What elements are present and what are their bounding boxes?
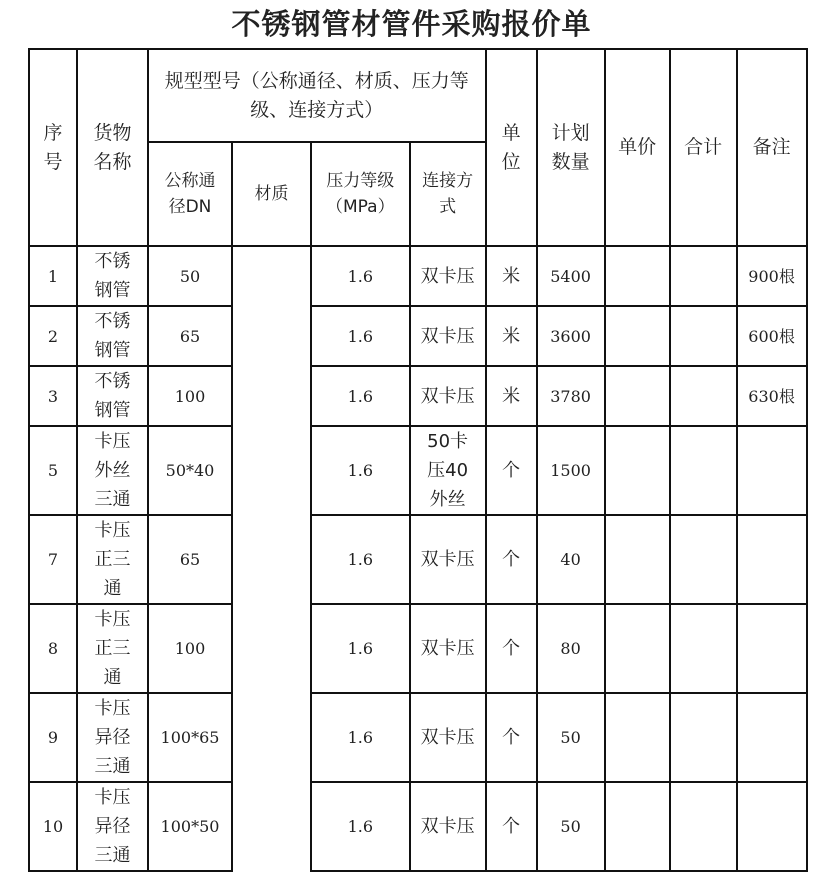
- cell-qty: 3600: [537, 306, 605, 366]
- cell-note: [737, 604, 807, 693]
- cell-connection: 双卡压: [410, 515, 486, 604]
- cell-qty: 80: [537, 604, 605, 693]
- cell-note: 900根: [737, 246, 807, 306]
- cell-unit: 米: [486, 306, 537, 366]
- cell-total: [670, 306, 737, 366]
- table-row: [29, 782, 807, 871]
- cell-price: [605, 306, 670, 366]
- cell-name: 卡压异径三通: [77, 782, 148, 871]
- cell-unit: 个: [486, 426, 537, 515]
- cell-seq: 2: [29, 306, 77, 366]
- cell-connection: 双卡压: [410, 366, 486, 426]
- header-unit: 单位: [486, 49, 537, 246]
- cell-seq: 3: [29, 366, 77, 426]
- header-name: 货物名称: [77, 49, 148, 246]
- cell-name: 卡压正三通: [77, 515, 148, 604]
- cell-connection: 双卡压: [410, 246, 486, 306]
- cell-pressure: 1.6: [311, 366, 410, 426]
- cell-qty: 1500: [537, 426, 605, 515]
- cell-price: [605, 604, 670, 693]
- cell-seq: 9: [29, 693, 77, 782]
- cell-dn: 50: [148, 246, 232, 306]
- cell-seq: 10: [29, 782, 77, 871]
- header-material: 材质: [232, 142, 311, 246]
- cell-price: [605, 515, 670, 604]
- cell-connection: 双卡压: [410, 306, 486, 366]
- cell-note: [737, 693, 807, 782]
- cell-dn: 65: [148, 515, 232, 604]
- header-price: 单价: [605, 49, 670, 246]
- cell-note: [737, 515, 807, 604]
- cell-total: [670, 604, 737, 693]
- cell-pressure: 1.6: [311, 515, 410, 604]
- cell-connection: 50卡压40外丝: [410, 426, 486, 515]
- cell-name: 卡压正三通: [77, 604, 148, 693]
- cell-price: [605, 782, 670, 871]
- cell-connection: 双卡压: [410, 693, 486, 782]
- cell-unit: 个: [486, 515, 537, 604]
- cell-note: [737, 782, 807, 871]
- cell-unit: 个: [486, 604, 537, 693]
- page-title: 不锈钢管材管件采购报价单: [231, 7, 592, 41]
- header-note: 备注: [737, 49, 807, 246]
- cell-seq: 1: [29, 246, 77, 306]
- cell-unit: 个: [486, 782, 537, 871]
- cell-note: 630根: [737, 366, 807, 426]
- cell-pressure: 1.6: [311, 306, 410, 366]
- table-row: [29, 366, 807, 426]
- cell-qty: 50: [537, 693, 605, 782]
- cell-price: [605, 426, 670, 515]
- cell-total: [670, 426, 737, 515]
- table-row: [29, 306, 807, 366]
- cell-dn: 100*65: [148, 693, 232, 782]
- cell-dn: 100*50: [148, 782, 232, 871]
- header-qty: 计划数量: [537, 49, 605, 246]
- table-row: [29, 426, 807, 515]
- cell-seq: 5: [29, 426, 77, 515]
- cell-total: [670, 693, 737, 782]
- cell-connection: 双卡压: [410, 604, 486, 693]
- cell-connection: 双卡压: [410, 782, 486, 871]
- cell-price: [605, 693, 670, 782]
- cell-qty: 50: [537, 782, 605, 871]
- cell-price: [605, 366, 670, 426]
- cell-total: [670, 246, 737, 306]
- cell-unit: 米: [486, 366, 537, 426]
- table-row: [29, 693, 807, 782]
- quotation-table: [28, 48, 808, 872]
- cell-material: [232, 246, 311, 871]
- header-pressure: 压力等级（MPa）: [311, 142, 410, 246]
- cell-seq: 7: [29, 515, 77, 604]
- cell-qty: 5400: [537, 246, 605, 306]
- cell-pressure: 1.6: [311, 782, 410, 871]
- cell-seq: 8: [29, 604, 77, 693]
- cell-unit: 米: [486, 246, 537, 306]
- cell-name: 不锈钢管: [77, 366, 148, 426]
- header-total: 合计: [670, 49, 737, 246]
- cell-name: 卡压异径三通: [77, 693, 148, 782]
- table-row: [29, 515, 807, 604]
- cell-price: [605, 246, 670, 306]
- cell-dn: 65: [148, 306, 232, 366]
- cell-qty: 3780: [537, 366, 605, 426]
- cell-pressure: 1.6: [311, 693, 410, 782]
- cell-total: [670, 515, 737, 604]
- header-dn: 公称通径DN: [148, 142, 232, 246]
- cell-name: 不锈钢管: [77, 306, 148, 366]
- cell-dn: 100: [148, 604, 232, 693]
- table-row: [29, 246, 807, 306]
- cell-dn: 100: [148, 366, 232, 426]
- cell-name: 不锈钢管: [77, 246, 148, 306]
- cell-name: 卡压外丝三通: [77, 426, 148, 515]
- cell-total: [670, 366, 737, 426]
- cell-pressure: 1.6: [311, 604, 410, 693]
- cell-note: 600根: [737, 306, 807, 366]
- cell-qty: 40: [537, 515, 605, 604]
- table-row: [29, 604, 807, 693]
- cell-pressure: 1.6: [311, 246, 410, 306]
- header-spec-group: 规型型号（公称通径、材质、压力等级、连接方式）: [148, 49, 486, 142]
- header-seq: 序号: [29, 49, 77, 246]
- cell-dn: 50*40: [148, 426, 232, 515]
- cell-unit: 个: [486, 693, 537, 782]
- cell-total: [670, 782, 737, 871]
- header-connection: 连接方式: [410, 142, 486, 246]
- cell-pressure: 1.6: [311, 426, 410, 515]
- cell-note: [737, 426, 807, 515]
